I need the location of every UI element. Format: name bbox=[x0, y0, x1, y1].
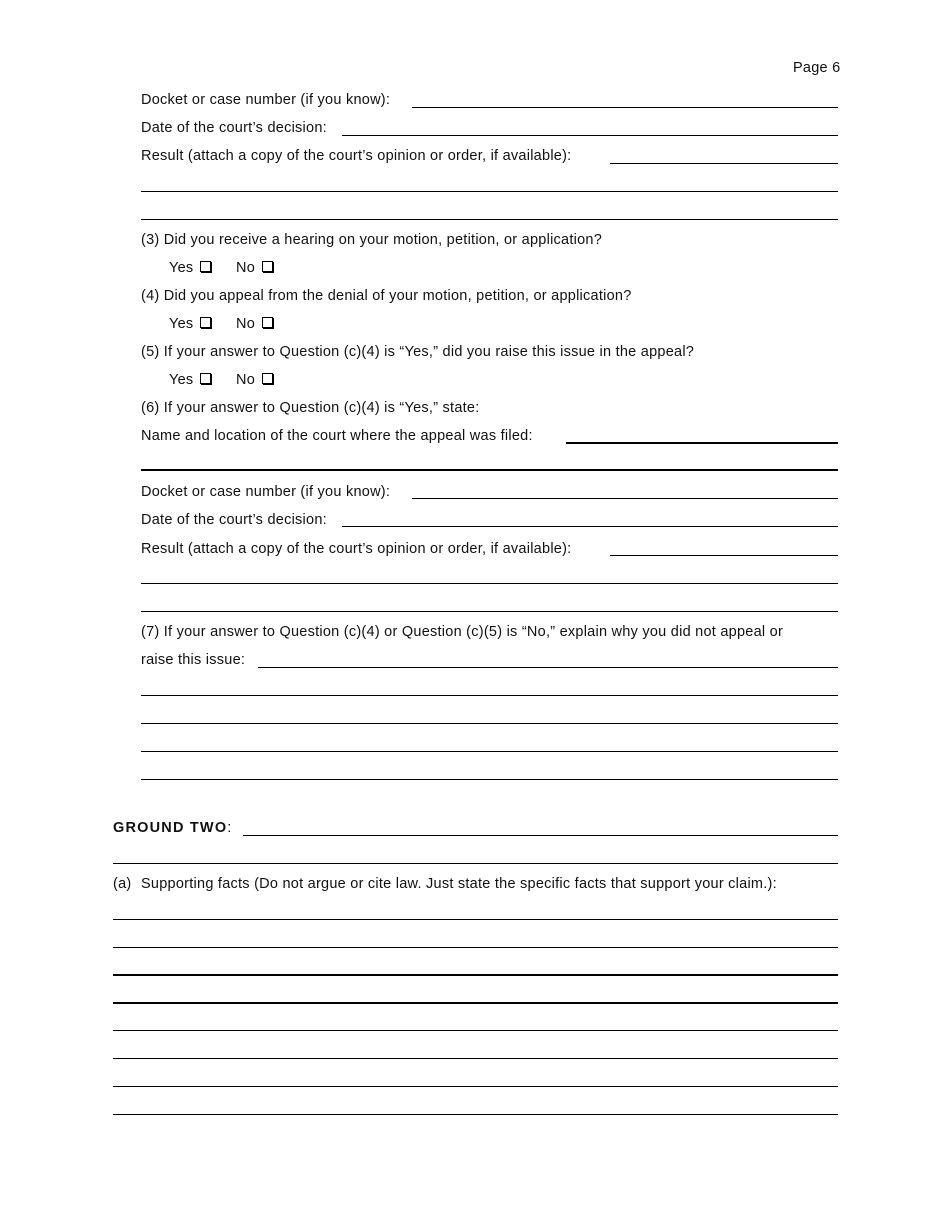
supporting-facts-marker: (a) bbox=[113, 876, 132, 892]
supporting-facts-label: Supporting facts (Do not argue or cite law. Just state the specific facts that support your claim.): bbox=[141, 876, 777, 892]
question-7-cont: raise this issue: bbox=[141, 652, 246, 668]
result-field-line[interactable] bbox=[141, 219, 838, 220]
question-3: (3) Did you receive a hearing on your motion, petition, or application? bbox=[141, 232, 603, 248]
appeal-date-field[interactable] bbox=[342, 526, 838, 527]
yes-label: Yes bbox=[169, 316, 194, 332]
ground-two-colon: : bbox=[227, 820, 232, 836]
docket-label: Docket or case number (if you know): bbox=[141, 92, 391, 108]
no-label: No bbox=[235, 260, 256, 276]
appeal-result-field[interactable] bbox=[610, 555, 838, 556]
explain-field-line[interactable] bbox=[141, 779, 838, 780]
no-label: No bbox=[235, 316, 256, 332]
no-checkbox[interactable] bbox=[262, 261, 273, 272]
yes-checkbox[interactable] bbox=[200, 261, 211, 272]
yes-label: Yes bbox=[169, 260, 194, 276]
question-4-options bbox=[169, 315, 273, 333]
question-5: (5) If your answer to Question (c)(4) is “Yes,” did you raise this issue in the appeal? bbox=[141, 344, 695, 360]
appeal-docket-label: Docket or case number (if you know): bbox=[141, 484, 391, 500]
supporting-facts-line[interactable] bbox=[113, 1058, 838, 1059]
question-6: (6) If your answer to Question (c)(4) is “Yes,” state: bbox=[141, 400, 480, 416]
supporting-facts-line[interactable] bbox=[113, 947, 838, 948]
appeal-court-field[interactable] bbox=[566, 442, 838, 444]
supporting-facts-line[interactable] bbox=[113, 1030, 838, 1031]
supporting-facts-line[interactable] bbox=[113, 1086, 838, 1087]
ground-two-field[interactable] bbox=[243, 835, 838, 836]
appeal-court-field-line[interactable] bbox=[141, 469, 838, 471]
decision-date-label: Date of the court’s decision: bbox=[141, 120, 327, 136]
question-7: (7) If your answer to Question (c)(4) or Question (c)(5) is “No,” explain why you did not appeal or bbox=[141, 624, 784, 640]
page-number: Page 6 bbox=[793, 60, 841, 76]
supporting-facts-line[interactable] bbox=[113, 974, 838, 976]
supporting-facts-line[interactable] bbox=[113, 1002, 838, 1004]
docket-field[interactable] bbox=[412, 107, 838, 108]
ground-two-field-line[interactable] bbox=[113, 863, 838, 864]
appeal-date-label: Date of the court’s decision: bbox=[141, 512, 327, 528]
yes-checkbox[interactable] bbox=[200, 373, 211, 384]
question-4: (4) Did you appeal from the denial of your motion, petition, or application? bbox=[141, 288, 632, 304]
yes-label: Yes bbox=[169, 372, 194, 388]
explain-field-line[interactable] bbox=[141, 723, 838, 724]
result-field-line[interactable] bbox=[141, 191, 838, 192]
no-checkbox[interactable] bbox=[262, 373, 273, 384]
decision-date-field[interactable] bbox=[342, 135, 838, 136]
yes-checkbox[interactable] bbox=[200, 317, 211, 328]
appeal-result-field-line[interactable] bbox=[141, 583, 838, 584]
explain-field-line[interactable] bbox=[141, 695, 838, 696]
supporting-facts-line[interactable] bbox=[113, 919, 838, 920]
explain-field[interactable] bbox=[258, 667, 838, 668]
explain-field-line[interactable] bbox=[141, 751, 838, 752]
result-label: Result (attach a copy of the court’s opinion or order, if available): bbox=[141, 148, 572, 164]
appeal-result-field-line[interactable] bbox=[141, 611, 838, 612]
supporting-facts-line[interactable] bbox=[113, 1114, 838, 1115]
appeal-result-label: Result (attach a copy of the court’s opinion or order, if available): bbox=[141, 541, 572, 557]
result-field[interactable] bbox=[610, 163, 838, 164]
no-label: No bbox=[235, 372, 256, 388]
ground-two-label: GROUND TWO bbox=[113, 820, 228, 836]
appeal-court-label: Name and location of the court where the appeal was filed: bbox=[141, 428, 533, 444]
appeal-docket-field[interactable] bbox=[412, 498, 838, 499]
ground-two-heading bbox=[113, 819, 232, 837]
question-5-options bbox=[169, 371, 273, 389]
question-3-options bbox=[169, 259, 273, 277]
no-checkbox[interactable] bbox=[262, 317, 273, 328]
